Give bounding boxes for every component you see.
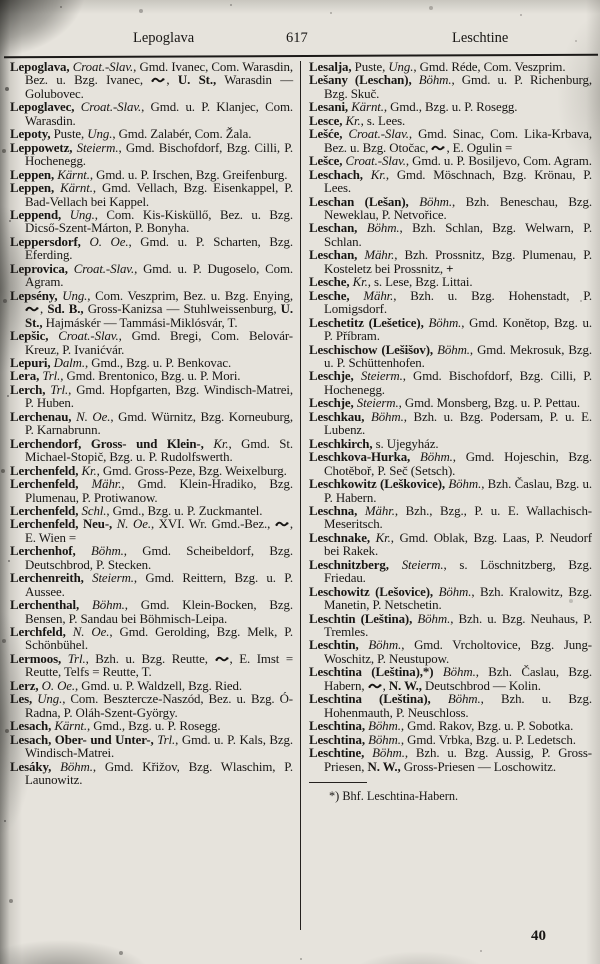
entry-region: Böhm. bbox=[368, 719, 401, 734]
entry-headword: N. W., bbox=[367, 759, 401, 774]
entry-region: Mähr. bbox=[364, 503, 395, 518]
entry-text: , bbox=[166, 73, 178, 88]
gazetteer-entry bbox=[309, 276, 592, 289]
entry-headword: Lerchfeld, bbox=[10, 625, 73, 640]
entry-text: , Gmd. Zalabér, Com. Žala. bbox=[112, 127, 252, 142]
entry-headword: Lesche, bbox=[309, 288, 364, 303]
entry-region: Mähr. bbox=[364, 248, 395, 263]
entry-region: Kr. bbox=[213, 436, 229, 451]
entry-region: Croat.-Slav. bbox=[348, 127, 409, 142]
entry-text: , Gmd. Brentonico, Bzg. u. P. Mori. bbox=[60, 369, 241, 384]
entry-headword: Lesce, bbox=[309, 113, 346, 128]
entry-headword: Lera, bbox=[10, 369, 43, 384]
entry-text: , Gmd. Konětop, Bzg. u. P. Příbram. bbox=[324, 315, 592, 344]
entry-headword: Lepsény, bbox=[10, 288, 63, 303]
entry-headword: Lerchenfeld, Neu-, bbox=[10, 517, 117, 532]
gazetteer-entry bbox=[309, 222, 592, 249]
entry-text: , Com. Veszprim, Bez. u. Bzg. Enying, bbox=[87, 288, 293, 303]
gazetteer-entry bbox=[309, 532, 592, 559]
entry-text: , Gmd. Bischofdorf, Bzg. Cilli, P. Hochenegg. bbox=[25, 140, 293, 169]
entry-text: , Gmd., Bzg. u. P. Benkovac. bbox=[84, 355, 232, 370]
entry-text: , s. Löschnitzberg, Bzg. Friedau. bbox=[324, 557, 592, 586]
entry-text: , Gmd. u. P. Richenburg, Bzg. Skuč. bbox=[324, 73, 592, 101]
gazetteer-entry bbox=[309, 115, 592, 128]
gazetteer-entry bbox=[309, 438, 592, 451]
gazetteer-entry bbox=[309, 666, 592, 693]
entry-text: , Gmd. Klein-Bocken, Bzg. Bensen, P. Sandau bei Böhmisch-Leipa. bbox=[25, 598, 293, 626]
entry-text: , Gmd. Sinac, Com. Lika-Krbava, Bez. u. Bzg. Otočac, bbox=[324, 127, 592, 155]
left-column bbox=[10, 61, 300, 930]
post-horn-icon bbox=[368, 682, 383, 690]
gazetteer-entry bbox=[309, 451, 592, 478]
gazetteer-entry bbox=[10, 370, 293, 383]
entry-region: Ung. bbox=[69, 207, 95, 222]
entry-text: Puste, bbox=[53, 127, 88, 142]
entry-text: , Gmd. Ivanec, Com. Warasdin, Bez. u. Bzg. Ivanec, bbox=[25, 61, 293, 88]
gazetteer-entry bbox=[10, 236, 293, 263]
entry-text: , E. Ogulin = bbox=[446, 140, 513, 155]
gazetteer-entry bbox=[309, 559, 592, 586]
entry-headword: Leschtina, bbox=[309, 732, 369, 747]
footnote-rule bbox=[309, 782, 367, 783]
entry-text: , Gmd. Bregi, Com. Belovár-Kreuz, P. Ivanićvár. bbox=[25, 329, 293, 357]
entry-region: N. Oe. bbox=[72, 625, 110, 640]
post-horn-icon bbox=[151, 76, 166, 84]
gazetteer-entry bbox=[10, 478, 293, 505]
entry-text: , Bzh. u. Bzg. Reutte, bbox=[85, 651, 215, 666]
entry-headword: U. St., bbox=[177, 73, 217, 88]
entry-headword: Lerchenreith, bbox=[10, 571, 93, 586]
entry-region: Croat.-Slav. bbox=[80, 100, 142, 115]
entry-text: , Gmd. Möschnach, Bzg. Krönau, P. Lees. bbox=[324, 167, 592, 196]
entry-region: Ung. bbox=[62, 288, 88, 303]
entry-text: , Gmd., Bzg. u. P. Rosegg. bbox=[87, 719, 221, 734]
entry-headword: Leppersdorf, bbox=[10, 234, 90, 249]
entry-region: Croat.-Slav. bbox=[72, 61, 134, 74]
entry-region: N. Oe. bbox=[76, 409, 111, 424]
entry-headword: N. W., bbox=[388, 678, 422, 693]
entry-region: Böhm. bbox=[438, 584, 472, 599]
gazetteer-entry bbox=[309, 397, 592, 410]
entry-region: O. Oe. bbox=[41, 678, 76, 693]
gazetteer-entry bbox=[309, 155, 592, 168]
entry-headword: Leppowetz, bbox=[10, 140, 77, 155]
entry-region: Böhm. bbox=[448, 477, 482, 492]
entry-text: , Gmd. Hopfgarten, Bzg. Windisch-Matrei, P. Huben. bbox=[25, 382, 293, 411]
gazetteer-entry bbox=[309, 505, 592, 532]
entry-headword: Leschtin, bbox=[309, 638, 369, 653]
entry-text: , Gmd. u. P. Klanjec, Com. Warasdin. bbox=[25, 100, 294, 128]
header-first-entry: Lepoglava bbox=[133, 30, 195, 46]
entry-region: Böhm. bbox=[419, 194, 452, 209]
header-page-number: 617 bbox=[286, 30, 308, 46]
entry-region: Trl. bbox=[42, 369, 61, 384]
entry-text: , Gmd. Vrcholtovice, Bzg. Jung-Woschitz, P. Neustupow. bbox=[324, 638, 592, 666]
entry-headword: Lepšic, bbox=[10, 329, 59, 344]
post-horn-icon bbox=[431, 144, 446, 152]
gazetteer-entry bbox=[10, 357, 293, 370]
entry-headword: Leprovica, bbox=[10, 261, 74, 276]
entry-headword: Leschje, bbox=[309, 396, 357, 411]
entry-text: , Bzh. Časlau, Bzg. u. P. Habern. bbox=[324, 477, 592, 505]
gazetteer-entry bbox=[309, 290, 592, 317]
entry-text: , Gmd. Würnitz, Bzg. Korneuburg, P. Karnabrunn. bbox=[25, 409, 293, 438]
gazetteer-entry bbox=[10, 142, 293, 169]
entry-headword: Lepoty, bbox=[10, 127, 54, 142]
entry-region: Kr. bbox=[81, 463, 97, 478]
gazetteer-entry bbox=[10, 653, 293, 680]
entry-region: Böhm. bbox=[418, 73, 452, 88]
entry-text: , E. Imst = Reutte, Telfs = Reutte, T. bbox=[25, 651, 293, 680]
entry-region: Böhm. bbox=[428, 315, 462, 330]
entry-text: Warasdin — Golubovec. bbox=[25, 73, 293, 101]
entry-region: Steierm. bbox=[92, 571, 134, 586]
gazetteer-entry bbox=[10, 330, 293, 357]
entry-region: Croat.-Slav. bbox=[73, 261, 135, 276]
entry-region: Ung. bbox=[87, 127, 113, 142]
gazetteer-entry bbox=[309, 249, 592, 276]
entry-text: , Bzh. u. Bzg. Hohenstadt, P. Lomigsdorf. bbox=[324, 288, 592, 317]
entry-text: , bbox=[382, 678, 389, 693]
gazetteer-entry bbox=[10, 169, 293, 182]
gazetteer-entry bbox=[10, 545, 293, 572]
entry-headword: Lesach, Ober- und Unter-, bbox=[10, 732, 158, 747]
entry-text: , Gmd. St. Michael-Stopič, Bzg. u. P. Rudolfswerth. bbox=[25, 436, 293, 465]
gazetteer-entry bbox=[10, 465, 293, 478]
gazetteer-entry bbox=[10, 505, 293, 518]
entry-text: , s. Lese, Bzg. Littai. bbox=[367, 275, 473, 290]
entry-region: Schl. bbox=[81, 503, 107, 518]
entry-headword: Lešće, bbox=[309, 127, 349, 142]
entry-headword: Leschtine, bbox=[309, 746, 373, 761]
gazetteer-entry bbox=[10, 518, 293, 545]
entry-headword: Leschischow (Lešišov), bbox=[309, 342, 438, 357]
gazetteer-entry bbox=[309, 720, 592, 733]
entry-headword: Sd. B., bbox=[47, 302, 84, 317]
entry-headword: Leschan, bbox=[309, 248, 365, 263]
gazetteer-entry bbox=[10, 572, 293, 599]
entry-headword: + bbox=[446, 261, 454, 276]
entry-headword: Leschach, bbox=[309, 167, 371, 182]
gazetteer-entry bbox=[10, 438, 293, 465]
entry-headword: Leschtina (Leština),*) bbox=[309, 665, 443, 680]
entry-headword: Les, bbox=[10, 692, 38, 707]
entry-region: Kärnt. bbox=[351, 100, 384, 115]
entry-headword: Lerchenfeld, bbox=[10, 503, 82, 518]
entry-headword: Leschje, bbox=[309, 369, 361, 384]
entry-region: Steierm. bbox=[356, 396, 399, 411]
entry-region: Croat.-Slav. bbox=[58, 329, 119, 344]
entry-headword: Leschkowitz (Leškovice), bbox=[309, 477, 449, 492]
gazetteer-entry bbox=[309, 344, 592, 371]
gazetteer-entry bbox=[10, 599, 293, 626]
entry-headword: Leschan (Lešan), bbox=[309, 194, 420, 209]
right-column-entries bbox=[309, 61, 592, 774]
gazetteer-entry bbox=[10, 680, 293, 693]
entry-headword: Lerz, bbox=[10, 678, 42, 693]
entry-text: , Bzh. Beneschau, Bzg. Neweklau, P. Netvořice. bbox=[324, 194, 592, 222]
gazetteer-entry bbox=[10, 734, 293, 761]
entry-headword: Leschkova-Hurka, bbox=[309, 450, 420, 465]
gazetteer-entry bbox=[10, 761, 293, 788]
entry-text: , Gmd. Réde, Com. Veszprim. bbox=[413, 61, 566, 74]
entry-text: , Gmd. Mekrosuk, Bzg. u. P. Schüttenhofen. bbox=[324, 342, 592, 370]
entry-region: Böhm. bbox=[419, 450, 453, 465]
entry-headword: Lesach, bbox=[10, 719, 55, 734]
entry-region: Böhm. bbox=[368, 638, 402, 653]
entry-text: , Gmd. Hojeschin, Bzg. Chotěboř, P. Seč (Setsch). bbox=[324, 450, 592, 478]
gazetteer-entry bbox=[309, 734, 592, 747]
entry-region: Trl. bbox=[157, 732, 176, 747]
entry-headword: Lešce, bbox=[309, 154, 346, 169]
entry-text: Puste, bbox=[354, 61, 389, 74]
entry-headword: Leschnake, bbox=[309, 530, 376, 545]
entry-headword: Leschkau, bbox=[309, 409, 371, 424]
two-column-text-block bbox=[10, 61, 592, 930]
entry-region: Böhm. bbox=[366, 221, 400, 236]
entry-region: Ung. bbox=[388, 61, 414, 74]
gazetteer-entry bbox=[309, 74, 592, 101]
entry-headword: Lerchenfeld, bbox=[10, 463, 82, 478]
entry-region: Böhm. bbox=[370, 409, 404, 424]
entry-headword: Lesalja, bbox=[309, 61, 355, 74]
post-horn-icon bbox=[215, 655, 230, 663]
entry-region: Steierm. bbox=[76, 140, 119, 155]
entry-text: , Gmd. Gerolding, Bzg. Melk, P. Schönbühel. bbox=[25, 625, 293, 653]
running-header bbox=[0, 30, 600, 50]
entry-headword: Leschtin (Leština), bbox=[309, 611, 418, 626]
entry-region: Böhm. bbox=[417, 611, 451, 626]
entry-text: , Gmd. Bischofdorf, Bzg. Cilli, P. Hochenegg. bbox=[324, 369, 592, 397]
entry-text: Deutschbrod — Kolin. bbox=[421, 678, 541, 693]
entry-headword: Lepuri, bbox=[10, 355, 54, 370]
entry-region: Kr. bbox=[370, 167, 386, 182]
entry-headword: Leschtina, bbox=[309, 719, 369, 734]
entry-region: Trl. bbox=[67, 651, 86, 666]
entry-region: Böhm. bbox=[91, 544, 124, 559]
header-rule bbox=[4, 54, 598, 59]
entry-headword: Leschnitzberg, bbox=[309, 557, 402, 572]
entry-text: , Bzh. Prossnitz, Bzg. Plumenau, P. Kosteletz bei Prossnitz, bbox=[324, 248, 592, 276]
entry-text: , Gmd. u. P. Dugoselo, Com. Agram. bbox=[25, 261, 293, 290]
entry-headword: U. St., bbox=[25, 302, 293, 330]
entry-text: , E. Wien = bbox=[25, 517, 293, 545]
entry-region: Dalm. bbox=[53, 355, 85, 370]
gazetteer-entry bbox=[309, 411, 592, 438]
gazetteer-entry bbox=[10, 209, 293, 236]
gazetteer-entry bbox=[309, 586, 592, 613]
entry-text: , Bzh., Bzg., P. u. E. Wallachisch-Meseritsch. bbox=[324, 503, 592, 532]
entry-text: Gross-Kanizsa — Stuhlweissenburg, bbox=[83, 302, 281, 317]
entry-region: Böhm. bbox=[447, 692, 481, 707]
entry-text: , Gmd. Vellach, Bzg. Eisenkappel, P. Bad-Vellach bei Kappel. bbox=[25, 181, 293, 209]
post-horn-icon bbox=[25, 305, 40, 313]
gazetteer-entry bbox=[10, 290, 293, 330]
entry-headword: Lerch, bbox=[10, 382, 51, 397]
entry-text: s. Ujegyház. bbox=[375, 436, 439, 451]
entry-text: , Gmd. Rakov, Bzg. u. P. Sobotka. bbox=[400, 719, 574, 734]
entry-headword: Leschetitz (Lešetice), bbox=[309, 315, 429, 330]
paper-speckles bbox=[0, 0, 2, 2]
entry-headword: Leschowitz (Lešovice), bbox=[309, 584, 439, 599]
right-column bbox=[300, 61, 592, 930]
entry-text: , Com. Kis-Kisküllő, Bez. u. Bzg. Dicső-Szent-Márton, P. Bonyha. bbox=[25, 207, 293, 236]
entry-text: , s. Lees. bbox=[360, 113, 406, 128]
gazetteer-entry bbox=[309, 101, 592, 114]
entry-region: Kr. bbox=[345, 113, 361, 128]
gazetteer-entry bbox=[309, 169, 592, 196]
gazetteer-entry bbox=[10, 61, 293, 101]
entry-region: Mähr. bbox=[91, 477, 122, 492]
entry-region: Böhm. bbox=[368, 732, 401, 747]
entry-region: Böhm. bbox=[372, 746, 405, 761]
entry-text: , Gmd. Gross-Peze, Bzg. Weixelburg. bbox=[96, 463, 287, 478]
gazetteer-entry bbox=[10, 182, 293, 209]
entry-text: Gross-Priesen — Loschowitz. bbox=[400, 759, 557, 774]
entry-headword: Leppend, bbox=[10, 207, 70, 222]
entry-region: N. Oe. bbox=[116, 517, 151, 532]
entry-text: , Gmd., Bzg. u. P. Rosegg. bbox=[383, 100, 518, 115]
entry-region: Kr. bbox=[375, 530, 391, 545]
entry-text: , Gmd. Křižov, Bzg. Wlaschim, P. Launowitz. bbox=[25, 759, 293, 788]
entry-text: , XVI. Wr. Gmd.-Bez., bbox=[150, 517, 275, 532]
entry-headword: Leschkirch, bbox=[309, 436, 376, 451]
gazetteer-entry bbox=[309, 693, 592, 720]
gazetteer-entry bbox=[10, 128, 293, 141]
entry-region: Kärnt. bbox=[54, 719, 88, 734]
entry-text: Hajmáskér — Tammási-Miklósvár, T. bbox=[42, 315, 238, 330]
header-last-entry: Leschtine bbox=[452, 30, 509, 46]
entry-region: Ung. bbox=[37, 692, 63, 707]
entry-text: , Bzh. u. Bzg. Hohenmauth, P. Neuschloss. bbox=[324, 692, 592, 720]
entry-headword: Lesáky, bbox=[10, 759, 61, 774]
entry-headword: Lerchendorf, Gross- und Klein-, bbox=[10, 436, 214, 451]
entry-region: Steierm. bbox=[401, 557, 444, 572]
gazetteer-entry bbox=[309, 639, 592, 666]
entry-text: , Gmd. Reittern, Bzg. u. P. Aussee. bbox=[25, 571, 293, 599]
entry-text: , Gmd. u. P. Bosiljevo, Com. Agram. bbox=[405, 154, 592, 169]
entry-region: Böhm. bbox=[60, 759, 93, 774]
gazetteer-entry bbox=[309, 613, 592, 640]
entry-region: Böhm. bbox=[437, 342, 470, 357]
entry-text: , Gmd. Monsberg, Bzg. u. P. Pettau. bbox=[398, 396, 580, 411]
gazetteer-entry bbox=[309, 478, 592, 505]
entry-text: , Gmd. u. P. Scharten, Bzg. Eferding. bbox=[25, 234, 293, 263]
left-column-entries bbox=[10, 61, 293, 787]
gazetteer-entry bbox=[309, 370, 592, 397]
entry-region: Kr. bbox=[352, 275, 368, 290]
gazetteer-entry bbox=[309, 747, 592, 774]
entry-text: , Com. Besztercze-Naszód, Bez. u. Bzg. Ó-Radna, P. Oláh-Szent-György. bbox=[25, 692, 293, 720]
sheet-number: 40 bbox=[531, 928, 546, 944]
entry-headword: Lesche, bbox=[309, 275, 353, 290]
post-horn-icon bbox=[275, 520, 290, 528]
entry-headword: Leschna, bbox=[309, 503, 365, 518]
entry-text: , Bzh. Kralowitz, Bzg. Manetin, P. Netschetin. bbox=[324, 584, 592, 613]
entry-text: , Bzh. u. Bzg. Neuhaus, P. Tremles. bbox=[324, 611, 592, 640]
entry-headword: Lerchenfeld, bbox=[10, 477, 92, 492]
gazetteer-entry bbox=[10, 626, 293, 653]
entry-headword: Lepoglava, bbox=[10, 61, 73, 74]
gazetteer-entry bbox=[10, 693, 293, 720]
entry-text: , Gmd., Bzg. u. P. Zuckmantel. bbox=[106, 503, 263, 518]
entry-region: Kärnt. bbox=[60, 181, 93, 196]
entry-region: Steierm. bbox=[360, 369, 403, 384]
gazetteer-entry bbox=[309, 128, 592, 155]
entry-text: , Bzh. u. Bzg. Podersam, P. u. E. Lubenz. bbox=[324, 409, 592, 438]
entry-text: , Gmd. u. P. Irschen, Bzg. Greifenburg. bbox=[89, 167, 288, 182]
entry-region: Böhm. bbox=[92, 598, 125, 613]
footnote-text: *) Bhf. Leschtina-Habern. bbox=[329, 789, 459, 804]
entry-region: Kärnt. bbox=[57, 167, 90, 182]
entry-region: Böhm. bbox=[442, 665, 476, 680]
gazetteer-entry bbox=[309, 61, 592, 74]
entry-text: , Gmd. Klein-Hradiko, Bzg. Plumenau, P. Protiwanow. bbox=[25, 477, 293, 505]
entry-headword: Leppen, bbox=[10, 167, 58, 182]
entry-text: , Gmd. Vrbka, Bzg. u. P. Ledetsch. bbox=[400, 732, 576, 747]
entry-headword: Leschan, bbox=[309, 221, 367, 236]
gazetteer-entry bbox=[10, 263, 293, 290]
entry-text: , Gmd. u. P. Kals, Bzg. Windisch-Matrei. bbox=[25, 732, 293, 761]
gazetteer-entry bbox=[10, 384, 293, 411]
entry-region: Mähr. bbox=[363, 288, 394, 303]
entry-headword: Lerchenthal, bbox=[10, 598, 92, 613]
entry-headword: Lermoos, bbox=[10, 651, 68, 666]
entry-region: O. Oe. bbox=[89, 234, 129, 249]
gazetteer-entry bbox=[309, 317, 592, 344]
entry-text: , Bzh. Schlan, Bzg. Welwarn, P. Schlan. bbox=[324, 221, 592, 249]
entry-text: , Bzh. u. Bzg. Aussig, P. Gross-Priesen, bbox=[324, 746, 592, 774]
entry-headword: Leschtina (Leština), bbox=[309, 692, 448, 707]
gazetteer-entry bbox=[10, 411, 293, 438]
gazetteer-entry bbox=[10, 101, 293, 128]
gazetteer-entry bbox=[10, 720, 293, 733]
entry-text: , Gmd. Oblak, Bzg. Laas, P. Neudorf bei Rakek. bbox=[324, 530, 592, 559]
entry-headword: Lešany (Leschan), bbox=[309, 73, 419, 88]
entry-headword: Lesani, bbox=[309, 100, 352, 115]
entry-region: Trl. bbox=[50, 382, 69, 397]
entry-text: , Gmd. Scheibeldorf, Bzg. Deutschbrod, P. Stecken. bbox=[25, 544, 294, 572]
entry-headword: Lerchenhof, bbox=[10, 544, 91, 559]
entry-headword: Lerchenau, bbox=[10, 409, 77, 424]
entry-region: Croat.-Slav. bbox=[345, 154, 406, 169]
entry-text: , bbox=[40, 302, 48, 317]
entry-headword: Lepoglavec, bbox=[10, 100, 81, 115]
entry-headword: Leppen, bbox=[10, 181, 61, 196]
entry-text: , Bzh. Časlau, Bzg. Habern, bbox=[324, 665, 592, 693]
entry-text: , Gmd. u. P. Waldzell, Bzg. Ried. bbox=[75, 678, 242, 693]
gazetteer-entry bbox=[309, 196, 592, 223]
